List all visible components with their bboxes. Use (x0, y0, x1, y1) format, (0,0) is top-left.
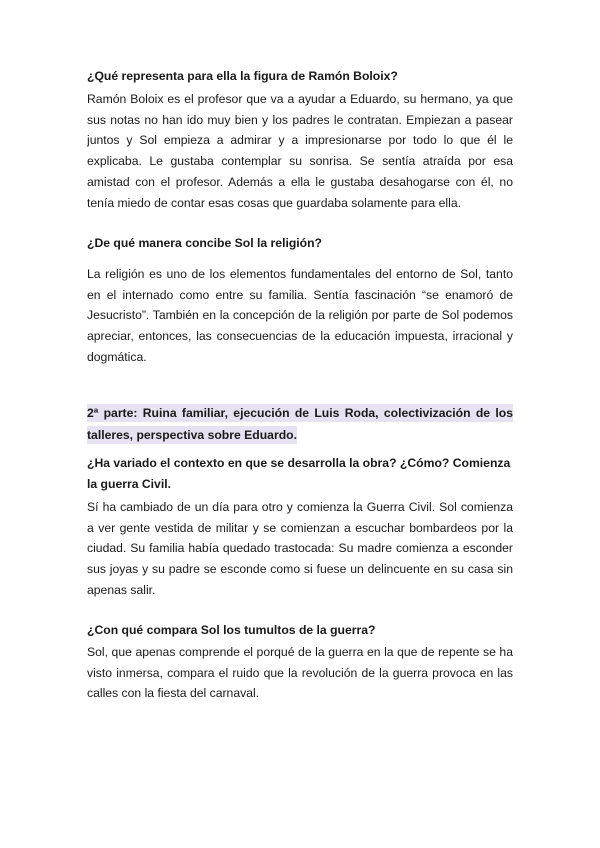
answer-paragraph: Sol, que apenas comprende el porqué de la guerra en la que de repente se ha visto inmersa, compara el ruido que la revolución de la guerra provoca en las calles con la fiesta del carnaval. (87, 645, 513, 701)
answer-paragraph: Ramón Boloix es el profesor que va a ayudar a Eduardo, su hermano, ya que sus notas no han ido muy bien y los padres le contratan. Empiezan a pasear juntos y Sol empieza a admirar y a impresionarse por todo lo que él le explicaba. Le gustaba contemplar su sonrisa. Se sentía atraída por esa amistad con el profesor. Además a ella le gustaba desahogarse con él, no tenía miedo de contar esas cosas que guardaba solamente para ella. (87, 92, 513, 210)
question-heading: ¿Ha variado el contexto en que se desarrolla la obra? ¿Cómo? Comienza la guerra Civil. (87, 456, 511, 491)
answer-paragraph: La religión es uno de los elementos fundamentales del entorno de Sol, tanto en el internado como entre su familia. Sentía fascinación “se enamoró de Jesucristo”. También en la concepción de la religión por parte de Sol podemos apreciar, entonces, las consecuencias de la educación impuesta, irracional y dogmática. (87, 267, 513, 364)
part-heading (87, 402, 513, 446)
question-heading: ¿Con qué compara Sol los tumultos de la guerra? (87, 623, 376, 637)
part-heading-text: 2ª parte: Ruina familiar, ejecución de Luis Roda, colectivización de los talleres, perspectiva sobre Eduardo. (87, 406, 513, 442)
question-heading: ¿Qué representa para ella la figura de Ramón Boloix? (87, 69, 398, 83)
answer-paragraph: Sí ha cambiado de un día para otro y comienza la Guerra Civil. Sol comienza a ver gente vestida de militar y se comienzan a escuchar bombardeos por la ciudad. Su familia había quedado trastocada: Su madre comienza a esconder sus joyas y su padre se esconde como si fuese un delincuente en su casa sin apenas salir. (87, 500, 513, 597)
question-heading: ¿De qué manera concibe Sol la religión? (87, 236, 323, 250)
